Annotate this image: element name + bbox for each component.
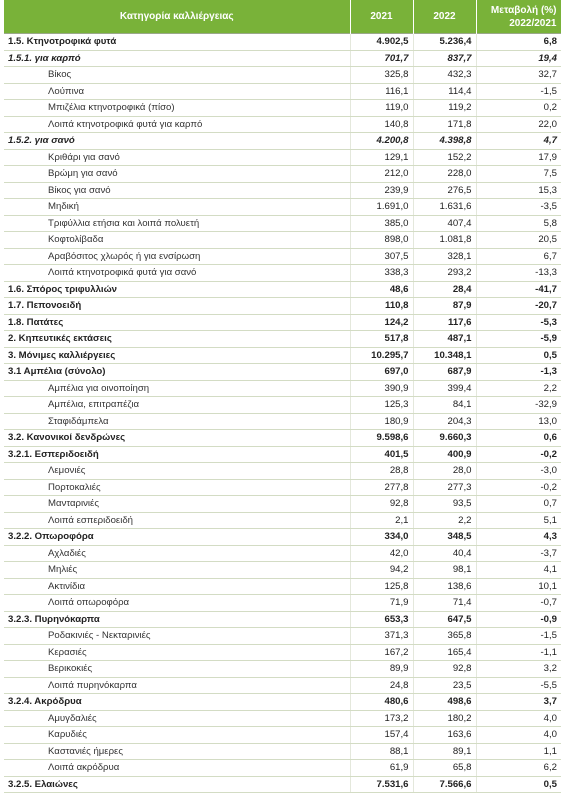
row-change-percent: 3,2 (476, 661, 561, 678)
row-value-2022: 365,8 (413, 628, 476, 645)
row-value-2022: 228,0 (413, 166, 476, 183)
row-value-2021: 7.531,6 (350, 776, 413, 793)
table-row (4, 83, 561, 100)
table-row (4, 512, 561, 529)
row-change-percent: -3,7 (476, 545, 561, 562)
row-value-2022: 165,4 (413, 644, 476, 661)
row-category: Κοφτολίβαδα (4, 232, 350, 249)
table-row (4, 562, 561, 579)
row-change-percent: -0,2 (476, 446, 561, 463)
row-change-percent: 32,7 (476, 67, 561, 84)
row-value-2021: 480,6 (350, 694, 413, 711)
row-value-2021: 119,0 (350, 100, 413, 117)
row-category: Μηδική (4, 199, 350, 216)
row-value-2022: 89,1 (413, 743, 476, 760)
row-category: Λοιπά ακρόδρυα (4, 760, 350, 777)
row-value-2022: 348,5 (413, 529, 476, 546)
row-category: Κερασιές (4, 644, 350, 661)
row-value-2022: 498,6 (413, 694, 476, 711)
table-body (4, 34, 561, 793)
row-value-2021: 390,9 (350, 380, 413, 397)
table-row (4, 215, 561, 232)
header-change (476, 0, 561, 34)
row-category: Μηλιές (4, 562, 350, 579)
table-row (4, 463, 561, 480)
row-category: 1.5.2. για σανό (4, 133, 350, 150)
row-category: Αχλαδιές (4, 545, 350, 562)
row-change-percent: 0,6 (476, 430, 561, 447)
row-value-2021: 125,8 (350, 578, 413, 595)
row-change-percent: -32,9 (476, 397, 561, 414)
table-row (4, 347, 561, 364)
row-category: Τριφύλλια ετήσια και λοιπά πολυετή (4, 215, 350, 232)
row-value-2021: 385,0 (350, 215, 413, 232)
row-change-percent: 0,2 (476, 100, 561, 117)
row-value-2022: 399,4 (413, 380, 476, 397)
row-value-2021: 307,5 (350, 248, 413, 265)
table-row (4, 710, 561, 727)
row-value-2022: 5.236,4 (413, 34, 476, 51)
row-change-percent: 10,1 (476, 578, 561, 595)
row-category: 1.5.1. για καρπό (4, 50, 350, 67)
row-value-2022: 117,6 (413, 314, 476, 331)
table-row (4, 413, 561, 430)
table-row (4, 743, 561, 760)
row-value-2022: 65,8 (413, 760, 476, 777)
table-row (4, 149, 561, 166)
row-value-2022: 407,4 (413, 215, 476, 232)
table-row (4, 677, 561, 694)
row-change-percent: 20,5 (476, 232, 561, 249)
row-value-2021: 325,8 (350, 67, 413, 84)
header-year-2021: 2021 (350, 0, 413, 34)
row-value-2021: 24,8 (350, 677, 413, 694)
row-value-2021: 124,2 (350, 314, 413, 331)
table-row (4, 661, 561, 678)
table-row (4, 331, 561, 348)
row-category: Λούπινα (4, 83, 350, 100)
row-change-percent: -13,3 (476, 265, 561, 282)
table-row (4, 397, 561, 414)
table-row (4, 34, 561, 51)
row-value-2021: 401,5 (350, 446, 413, 463)
row-category: 1.8. Πατάτες (4, 314, 350, 331)
row-value-2021: 10.295,7 (350, 347, 413, 364)
row-value-2021: 89,9 (350, 661, 413, 678)
row-value-2021: 71,9 (350, 595, 413, 612)
row-change-percent: 1,1 (476, 743, 561, 760)
row-change-percent: -1,1 (476, 644, 561, 661)
row-change-percent: -3,5 (476, 199, 561, 216)
row-value-2021: 110,8 (350, 298, 413, 315)
row-value-2021: 167,2 (350, 644, 413, 661)
table-row (4, 100, 561, 117)
row-category: Λεμονιές (4, 463, 350, 480)
row-value-2022: 87,9 (413, 298, 476, 315)
table-row (4, 166, 561, 183)
row-category: Μανταρινιές (4, 496, 350, 513)
table-header (4, 0, 561, 34)
table-row (4, 446, 561, 463)
row-category: 3.2.5. Ελαιώνες (4, 776, 350, 793)
row-change-percent: 5,1 (476, 512, 561, 529)
row-value-2022: 7.566,6 (413, 776, 476, 793)
row-value-2022: 98,1 (413, 562, 476, 579)
table-row (4, 248, 561, 265)
header-year-2022: 2022 (413, 0, 476, 34)
row-category: Ροδακινιές - Νεκταρινιές (4, 628, 350, 645)
row-category: Ακτινίδια (4, 578, 350, 595)
row-category: 2. Κηπευτικές εκτάσεις (4, 331, 350, 348)
row-change-percent: -5,9 (476, 331, 561, 348)
table-row (4, 611, 561, 628)
row-category: Λοιπά πυρηνόκαρπα (4, 677, 350, 694)
row-value-2021: 697,0 (350, 364, 413, 381)
table-row (4, 116, 561, 133)
row-change-percent: 4,3 (476, 529, 561, 546)
row-change-percent: 0,7 (476, 496, 561, 513)
table-row (4, 199, 561, 216)
row-value-2022: 647,5 (413, 611, 476, 628)
row-category: 3.2.2. Οπωροφόρα (4, 529, 350, 546)
row-value-2021: 116,1 (350, 83, 413, 100)
row-value-2021: 371,3 (350, 628, 413, 645)
table-row (4, 760, 561, 777)
row-value-2022: 1.081,8 (413, 232, 476, 249)
row-value-2021: 2,1 (350, 512, 413, 529)
row-change-percent: 6,8 (476, 34, 561, 51)
row-value-2022: 837,7 (413, 50, 476, 67)
row-value-2022: 84,1 (413, 397, 476, 414)
row-value-2021: 517,8 (350, 331, 413, 348)
row-value-2022: 180,2 (413, 710, 476, 727)
row-category: Καρυδιές (4, 727, 350, 744)
row-value-2021: 173,2 (350, 710, 413, 727)
row-category: Αμπέλια, επιτραπέζια (4, 397, 350, 414)
row-value-2021: 1.691,0 (350, 199, 413, 216)
row-category: Αμυγδαλιές (4, 710, 350, 727)
row-value-2021: 9.598,6 (350, 430, 413, 447)
row-value-2021: 28,8 (350, 463, 413, 480)
row-category: 3. Μόνιμες καλλιέργειες (4, 347, 350, 364)
row-value-2022: 328,1 (413, 248, 476, 265)
row-value-2021: 4.902,5 (350, 34, 413, 51)
row-category: Λοιπά εσπεριδοειδή (4, 512, 350, 529)
table-row (4, 281, 561, 298)
row-category: Βίκος (4, 67, 350, 84)
row-change-percent: 4,1 (476, 562, 561, 579)
row-value-2021: 212,0 (350, 166, 413, 183)
header-category: Κατηγορία καλλιέργειας (4, 0, 350, 34)
row-value-2021: 140,8 (350, 116, 413, 133)
row-value-2022: 40,4 (413, 545, 476, 562)
row-category: 3.1 Αμπέλια (σύνολο) (4, 364, 350, 381)
row-value-2021: 157,4 (350, 727, 413, 744)
table-row (4, 430, 561, 447)
row-change-percent: 7,5 (476, 166, 561, 183)
row-value-2021: 180,9 (350, 413, 413, 430)
row-value-2022: 28,0 (413, 463, 476, 480)
row-change-percent: 4,7 (476, 133, 561, 150)
row-change-percent: 4,0 (476, 727, 561, 744)
row-category: Βρώμη για σανό (4, 166, 350, 183)
row-change-percent: 22,0 (476, 116, 561, 133)
table-row (4, 578, 561, 595)
row-change-percent: 6,7 (476, 248, 561, 265)
row-value-2021: 125,3 (350, 397, 413, 414)
table-row (4, 314, 561, 331)
row-value-2021: 338,3 (350, 265, 413, 282)
row-value-2022: 2,2 (413, 512, 476, 529)
row-value-2022: 4.398,8 (413, 133, 476, 150)
row-value-2022: 276,5 (413, 182, 476, 199)
row-category: Λοιπά κτηνοτροφικά φυτά για καρπό (4, 116, 350, 133)
row-change-percent: -41,7 (476, 281, 561, 298)
row-change-percent: -5,5 (476, 677, 561, 694)
row-change-percent: 0,5 (476, 347, 561, 364)
row-value-2022: 163,6 (413, 727, 476, 744)
row-value-2022: 119,2 (413, 100, 476, 117)
table-row (4, 298, 561, 315)
row-change-percent: 3,7 (476, 694, 561, 711)
row-change-percent: 6,2 (476, 760, 561, 777)
row-value-2021: 653,3 (350, 611, 413, 628)
row-value-2021: 48,6 (350, 281, 413, 298)
row-category: 1.5. Κτηνοτροφικά φυτά (4, 34, 350, 51)
table-row (4, 644, 561, 661)
table-row (4, 232, 561, 249)
row-change-percent: 17,9 (476, 149, 561, 166)
row-change-percent: -0,7 (476, 595, 561, 612)
row-change-percent: -0,2 (476, 479, 561, 496)
row-category: 1.7. Πεπονοειδή (4, 298, 350, 315)
row-value-2022: 92,8 (413, 661, 476, 678)
row-change-percent: 15,3 (476, 182, 561, 199)
row-value-2021: 4.200,8 (350, 133, 413, 150)
row-change-percent: -1,5 (476, 83, 561, 100)
table-row (4, 182, 561, 199)
row-value-2022: 487,1 (413, 331, 476, 348)
header-change-period: 2022/2021 (509, 17, 557, 29)
row-value-2021: 277,8 (350, 479, 413, 496)
table-row (4, 545, 561, 562)
table-row (4, 364, 561, 381)
row-change-percent: -1,5 (476, 628, 561, 645)
table-row (4, 496, 561, 513)
table-row (4, 265, 561, 282)
row-value-2022: 400,9 (413, 446, 476, 463)
row-value-2022: 1.631,6 (413, 199, 476, 216)
row-change-percent: -5,3 (476, 314, 561, 331)
row-value-2022: 71,4 (413, 595, 476, 612)
row-value-2022: 93,5 (413, 496, 476, 513)
row-change-percent: 0,5 (476, 776, 561, 793)
row-value-2021: 61,9 (350, 760, 413, 777)
row-category: Πορτοκαλιές (4, 479, 350, 496)
row-value-2022: 171,8 (413, 116, 476, 133)
row-value-2022: 138,6 (413, 578, 476, 595)
row-category: Λοιπά οπωροφόρα (4, 595, 350, 612)
row-value-2022: 293,2 (413, 265, 476, 282)
row-value-2021: 239,9 (350, 182, 413, 199)
row-value-2022: 23,5 (413, 677, 476, 694)
row-category: Καστανιές ήμερες (4, 743, 350, 760)
row-change-percent: 5,8 (476, 215, 561, 232)
row-change-percent: -0,9 (476, 611, 561, 628)
table-row (4, 133, 561, 150)
row-category: Σταφιδάμπελα (4, 413, 350, 430)
row-category: Αραβόσιτος χλωρός ή για ενσίρωση (4, 248, 350, 265)
row-value-2021: 129,1 (350, 149, 413, 166)
row-value-2022: 28,4 (413, 281, 476, 298)
row-category: 3.2.1. Εσπεριδοειδή (4, 446, 350, 463)
row-value-2021: 701,7 (350, 50, 413, 67)
table-row (4, 380, 561, 397)
row-value-2022: 277,3 (413, 479, 476, 496)
row-category: 3.2.3. Πυρηνόκαρπα (4, 611, 350, 628)
row-category: Κριθάρι για σανό (4, 149, 350, 166)
table-row (4, 694, 561, 711)
crop-area-table (4, 0, 562, 793)
row-value-2021: 88,1 (350, 743, 413, 760)
table-row (4, 50, 561, 67)
table-row (4, 628, 561, 645)
row-category: 3.2.4. Ακρόδρυα (4, 694, 350, 711)
row-value-2022: 152,2 (413, 149, 476, 166)
row-change-percent: 19,4 (476, 50, 561, 67)
row-category: 3.2. Κανονικοί δενδρώνες (4, 430, 350, 447)
table-row (4, 595, 561, 612)
row-change-percent: -1,3 (476, 364, 561, 381)
table-row (4, 727, 561, 744)
row-change-percent: 4,0 (476, 710, 561, 727)
row-category: Βίκος για σανό (4, 182, 350, 199)
row-value-2021: 94,2 (350, 562, 413, 579)
row-value-2022: 114,4 (413, 83, 476, 100)
header-change-label: Μεταβολή (%) (490, 4, 557, 16)
row-change-percent: 2,2 (476, 380, 561, 397)
row-category: Λοιπά κτηνοτροφικά φυτά για σανό (4, 265, 350, 282)
row-value-2021: 92,8 (350, 496, 413, 513)
table-row (4, 529, 561, 546)
row-value-2021: 334,0 (350, 529, 413, 546)
row-category: Μπιζέλια κτηνοτροφικά (πίσο) (4, 100, 350, 117)
table-row (4, 479, 561, 496)
row-value-2022: 10.348,1 (413, 347, 476, 364)
row-value-2022: 432,3 (413, 67, 476, 84)
table-row (4, 67, 561, 84)
row-category: Αμπέλια για οινοποίηση (4, 380, 350, 397)
row-value-2021: 898,0 (350, 232, 413, 249)
row-category: Βερικοκιές (4, 661, 350, 678)
table-row (4, 776, 561, 793)
row-change-percent: -3,0 (476, 463, 561, 480)
row-change-percent: 13,0 (476, 413, 561, 430)
row-category: 1.6. Σπόρος τριφυλλιών (4, 281, 350, 298)
row-value-2022: 9.660,3 (413, 430, 476, 447)
row-value-2021: 42,0 (350, 545, 413, 562)
row-value-2022: 687,9 (413, 364, 476, 381)
row-value-2022: 204,3 (413, 413, 476, 430)
row-change-percent: -20,7 (476, 298, 561, 315)
